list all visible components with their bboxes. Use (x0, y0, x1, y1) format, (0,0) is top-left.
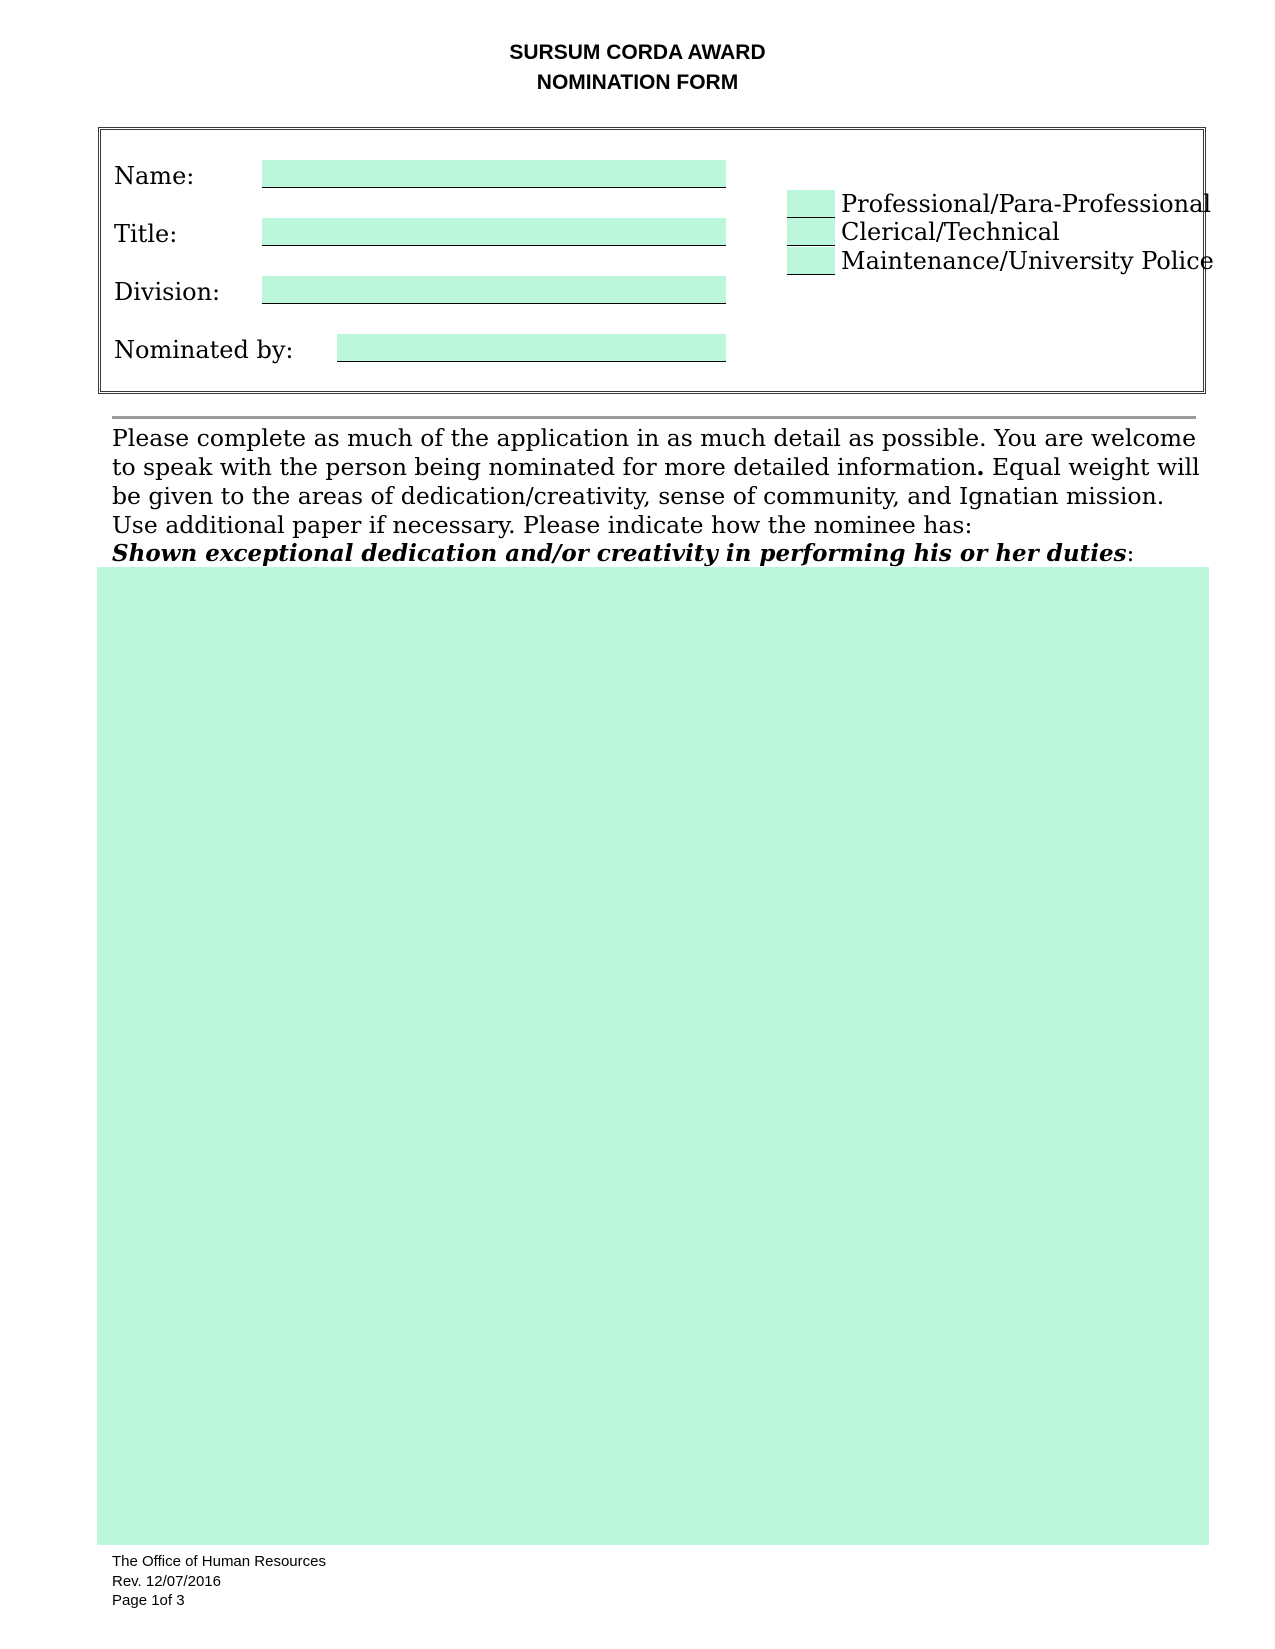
dedication-prompt (112, 540, 1134, 568)
instructions-text (112, 424, 1202, 540)
instructions-bold-period: . (976, 453, 985, 481)
form-subtitle: NOMINATION FORM (536, 71, 739, 94)
category-label-professional: Professional/Para-Professional (841, 190, 1212, 218)
name-input[interactable] (262, 160, 726, 188)
section-divider (112, 416, 1196, 419)
footer-page-number: Page 1of 3 (112, 1592, 185, 1609)
nominated-by-input[interactable] (337, 334, 726, 362)
dedication-prompt-suffix: : (1126, 541, 1135, 567)
form-title: SURSUM CORDA AWARD (509, 41, 766, 64)
category-checkbox-clerical[interactable] (787, 218, 835, 246)
footer-office: The Office of Human Resources (112, 1553, 326, 1570)
category-label-maintenance: Maintenance/University Police (841, 247, 1214, 275)
name-label: Name: (114, 162, 195, 190)
title-label: Title: (114, 220, 178, 248)
division-input[interactable] (262, 276, 726, 304)
category-checkbox-maintenance[interactable] (787, 247, 835, 275)
instructions-part-1: Please complete as much of the application in as much detail as possible. You are welcome to speak with the person being nominated for more detailed information (112, 424, 1196, 481)
category-label-clerical: Clerical/Technical (841, 218, 1060, 246)
instructions-part-2: Equal weight will be given to the areas of dedication/creativity, sense of community, and Ignatian mission. Use additional paper if necessary. Please indicate how the nominee has: (112, 453, 1200, 539)
division-label: Division: (114, 278, 221, 306)
title-input[interactable] (262, 218, 726, 246)
category-checkbox-professional[interactable] (787, 190, 835, 218)
nominated-by-label: Nominated by: (114, 336, 294, 364)
footer-revision: Rev. 12/07/2016 (112, 1573, 221, 1590)
dedication-prompt-emphasis: Shown exceptional dedication and/or creativity in performing his or her duties (112, 540, 1127, 567)
dedication-answer-field[interactable] (97, 567, 1209, 1545)
